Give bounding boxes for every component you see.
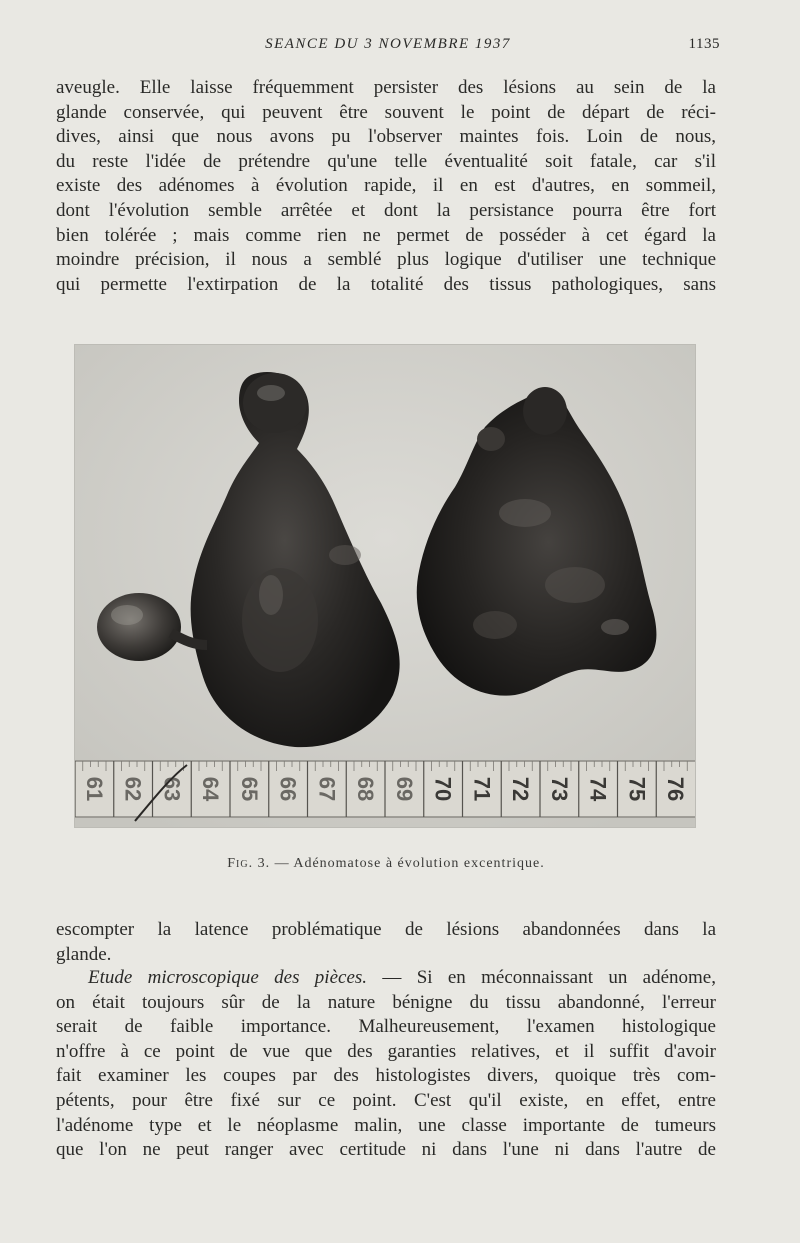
specimen-photograph — [74, 344, 696, 828]
ruler-number: 75 — [624, 776, 650, 802]
ruler-number: 63 — [159, 776, 185, 802]
ruler-number: 71 — [469, 776, 495, 802]
text-line: pétents, pour être fixé sur ce point. C'est qu'il existe, en effet, entre — [56, 1089, 716, 1111]
text-line: fait examiner les coupes par des histologistes divers, quoique très com- — [56, 1065, 716, 1087]
text-line: l'adénome type et le néoplasme malin, une classe importante de tumeurs — [56, 1114, 716, 1136]
text-line: moindre précision, il nous a semblé plus logique d'utiliser une technique — [56, 249, 716, 271]
page-number: 1135 — [688, 36, 720, 52]
text-line: n'offre à ce point de vue que des garanties relatives, et il suffit d'avoir — [56, 1040, 716, 1062]
ruler-number: 73 — [546, 776, 572, 802]
text-line: existe des adénomes à évolution rapide, il en est d'autres, en sommeil, — [56, 175, 716, 197]
ruler-number: 66 — [275, 776, 301, 802]
continuation-paragraph — [56, 918, 716, 967]
figure-label: Fig. 3. — [227, 856, 271, 871]
ruler-number: 62 — [120, 776, 146, 802]
ruler-number: 65 — [236, 776, 262, 802]
ruler-number: 76 — [663, 776, 689, 802]
text-line: glande conservée, qui peuvent être souvent le point de départ de réci- — [56, 101, 716, 123]
text-line: glande. — [56, 943, 112, 965]
ruler-number: 68 — [353, 776, 379, 802]
running-head-title: SEANCE DU 3 NOVEMBRE 1937 — [265, 36, 511, 52]
text-line: serait de faible importance. Malheureusement, l'examen histologique — [56, 1016, 716, 1038]
text-line-rest: — Si en méconnaissant un adénome, — [367, 967, 716, 988]
text-line: qui permette l'extirpation de la totalité des tissus pathologiques, sans — [56, 273, 716, 295]
ruler-number: 61 — [81, 776, 107, 802]
ruler-number: 72 — [508, 776, 534, 802]
section-paragraph — [56, 966, 716, 1163]
text-line: dives, ainsi que nous avons pu l'observer maintes fois. Loin de nous, — [56, 126, 716, 148]
text-line: on était toujours sûr de la nature bénigne du tissu abandonné, l'erreur — [56, 991, 716, 1013]
section-first-line — [56, 966, 716, 991]
text-line: bien tolérée ; mais comme rien ne permet de posséder à cet égard la — [56, 224, 716, 246]
section-heading: Etude microscopique des pièces. — [88, 967, 368, 988]
figure-caption — [56, 856, 716, 872]
ruler-number: 74 — [585, 776, 611, 802]
text-line: que l'on ne peut ranger avec certitude ni dans l'une ni dans l'autre de — [56, 1139, 716, 1161]
measuring-tape — [75, 761, 695, 821]
top-paragraph — [56, 76, 716, 297]
ruler-number: 67 — [314, 776, 340, 802]
ruler-number: 64 — [198, 776, 224, 802]
text-line: aveugle. Elle laisse fréquemment persister des lésions au sein de la — [56, 77, 716, 98]
caption-text: Adénomatose à évolution excentrique. — [293, 856, 545, 871]
ruler-number: 69 — [391, 776, 417, 802]
text-line: escompter la latence problématique de lésions abandonnées dans la — [56, 919, 716, 940]
ruler-number: 70 — [430, 776, 456, 802]
caption-separator: — — [270, 856, 294, 871]
running-head — [56, 36, 720, 58]
text-line: du reste l'idée de prétendre qu'une telle éventualité soit fatale, car s'il — [56, 150, 716, 172]
text-line: dont l'évolution semble arrêtée et dont la persistance pourra être fort — [56, 199, 716, 221]
